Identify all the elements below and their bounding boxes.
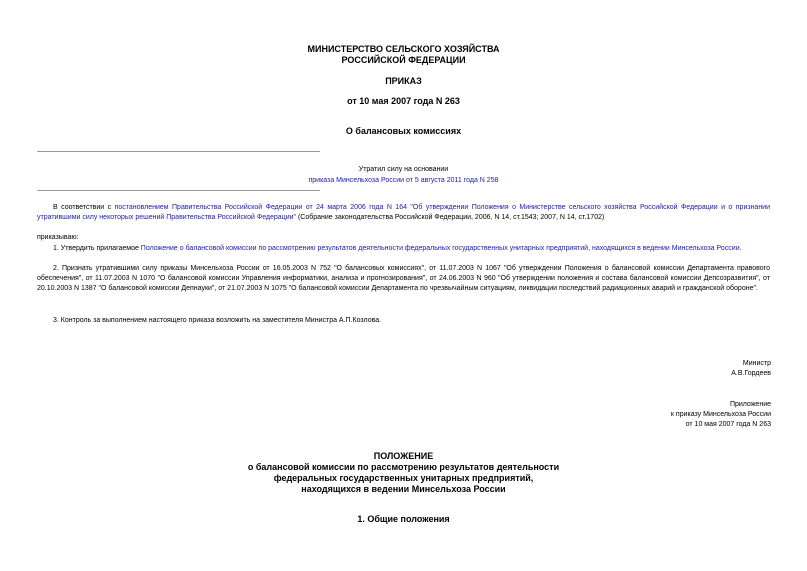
document-title: О балансовых комиссиях [345,126,462,136]
item-2-paragraph: 2. Признать утратившими силу приказы Минсельхоза России от 16.05.2003 N 752 "О балансовых комиссиях", от 11.07.2003 N 1067 "Об утверждении Положения о балансовой комиссии Департамента правового обеспечения", от 11.07.2003 N 1070 "О балансовой комиссии Управления информатики, анализа и прогнозирования", от 24.06.2003 N 960 "Об утверждении положения и состава балансовой комиссии Депсозразвития", от 20.10.2003 N 1387 "О балансовой комиссии Депнауки", от 21.07.2003 N 1075 "О балансовой комиссии Департамента по чрезвычайным ситуациям, ликвидации последствий радиационных аварий и гражданской обороне". [37,265,770,293]
ministry-line-2: РОССИЙСКОЙ ФЕДЕРАЦИИ [341,55,466,65]
repeal-note: Утратил силу на основании [358,166,449,173]
section-1-heading: 1. Общие положения [357,514,450,524]
divider-bottom [37,190,320,191]
ministry-line-1: МИНИСТЕРСТВО СЕЛЬСКОГО ХОЗЯЙСТВА [307,44,500,54]
signature-name: А.В.Гордеев [731,370,771,377]
repeal-link[interactable]: приказа Минсельхоза России от 5 августа 2011 года N 258 [308,177,499,184]
regulation-line-3: находящихся в ведении Минсельхоза России [301,484,506,494]
divider-top [37,151,320,152]
document-type: ПРИКАЗ [385,76,422,86]
order-word: приказываю: [37,234,79,241]
regulation-line-1: о балансовой комиссии по рассмотрению результатов деятельности [247,462,560,472]
item-1-start: 1. Утвердить прилагаемое [53,245,141,252]
signature-position: Министр [742,360,771,367]
preamble-paragraph [37,203,770,223]
item-3-paragraph: 3. Контроль за выполнением настоящего приказа возложить на заместителя Министра А.П.Козлова. [53,317,382,324]
item-1-end: . [739,245,742,252]
item-1-paragraph [37,244,770,254]
document-date-number: от 10 мая 2007 года N 263 [347,96,460,106]
appendix-line-1: Приложение [729,401,771,408]
preamble-start: В соответствии с [53,204,115,211]
appendix-line-3: от 10 мая 2007 года N 263 [685,421,771,428]
preamble-link[interactable]: постановлением Правительства Российской Федерации от 24 марта 2006 года N 164 "Об утверждении Положения о Министерстве сельского хозяйства Российской Федерации и о признании утратившими силу некоторых решений Правительства Российской Федерации" [37,204,771,222]
item-1-link[interactable]: Положение о балансовой комиссии по рассмотрению результатов деятельности федеральных государственных унитарных предприятий, находящихся в ведении Минсельхоза России [140,245,740,252]
preamble-end: (Собрание законодательства Российской Федерации, 2006, N 14, ст.1543; 2007, N 14, ст.1702) [296,214,605,222]
appendix-line-2: к приказу Минсельхоза России [670,411,771,418]
regulation-title: ПОЛОЖЕНИЕ [373,451,434,461]
regulation-line-2: федеральных государственных унитарных предприятий, [273,473,534,483]
